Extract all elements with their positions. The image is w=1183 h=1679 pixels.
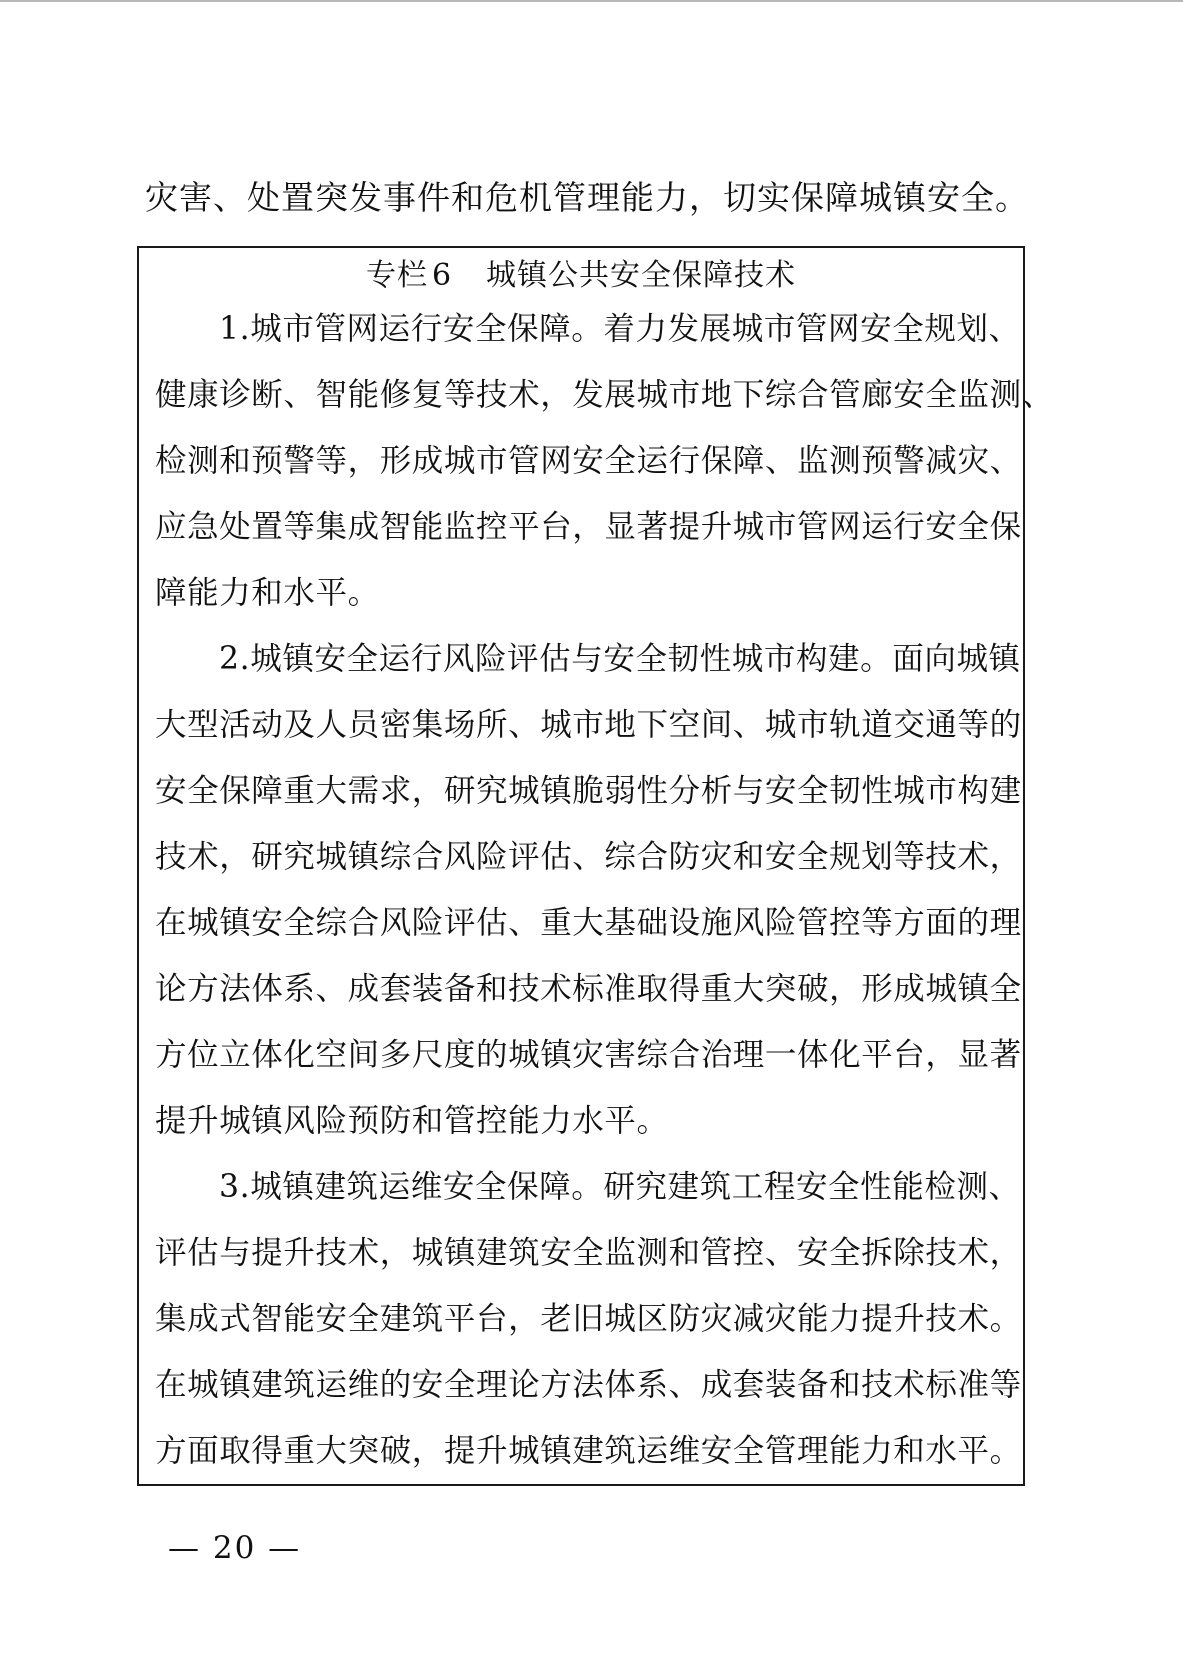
- paragraph-line: 3.城镇建筑运维安全保障。研究建筑工程安全性能检测、: [219, 1169, 1021, 1205]
- paragraph-line: 方位立体化空间多尺度的城镇灾害综合治理一体化平台，显著: [155, 1037, 1022, 1073]
- continuation-text: 灾害、处置突发事件和危机管理能力，切实保障城镇安全。: [145, 178, 1029, 217]
- box-paragraph-1: [155, 296, 1054, 626]
- paragraph-line: 大型活动及人员密集场所、城市地下空间、城市轨道交通等的: [155, 707, 1022, 743]
- paragraph-line: 评估与提升技术，城镇建筑安全监测和管控、安全拆除技术，: [155, 1235, 1022, 1271]
- paragraph-line: 技术，研究城镇综合风险评估、综合防灾和安全规划等技术，: [155, 839, 1022, 875]
- paragraph-line: 安全保障重大需求，研究城镇脆弱性分析与安全韧性城市构建: [155, 773, 1022, 809]
- paragraph-line: 提升城镇风险预防和管控能力水平。: [155, 1103, 669, 1139]
- page-top-edge: [0, 0, 1183, 2]
- box-paragraph-2: [155, 626, 1022, 1154]
- paragraph-line: 1.城市管网运行安全保障。着力发展城市管网安全规划、: [219, 311, 1021, 347]
- paragraph-line: 在城镇安全综合风险评估、重大基础设施风险管控等方面的理: [155, 905, 1022, 941]
- paragraph-line: 障能力和水平。: [155, 575, 380, 611]
- sidebar-box: [137, 246, 1054, 1486]
- box-title: [139, 256, 1023, 296]
- box-title-text: 城镇公共安全保障技术: [486, 258, 797, 293]
- paragraph-line: 论方法体系、成套装备和技术标准取得重大突破，形成城镇全: [155, 971, 1022, 1007]
- paragraph-line: 2.城镇安全运行风险评估与安全韧性城市构建。面向城镇: [219, 641, 1021, 677]
- paragraph-line: 方面取得重大突破，提升城镇建筑运维安全管理能力和水平。: [155, 1433, 1022, 1469]
- box-title-number: 6: [431, 258, 453, 293]
- paragraph-line: 健康诊断、智能修复等技术，发展城市地下综合管廊安全监测、: [155, 377, 1054, 413]
- paragraph-line: 检测和预警等，形成城市管网安全运行保障、监测预警减灾、: [155, 443, 1022, 479]
- paragraph-line: 集成式智能安全建筑平台，老旧城区防灾减灾能力提升技术。: [155, 1301, 1022, 1337]
- box-title-prefix: 专栏: [365, 258, 428, 293]
- paragraph-line: 应急处置等集成智能监控平台，显著提升城市管网运行安全保: [155, 509, 1022, 545]
- page-number: — 20 —: [168, 1530, 302, 1566]
- paragraph-line: 在城镇建筑运维的安全理论方法体系、成套装备和技术标准等: [155, 1367, 1022, 1403]
- box-paragraph-3: [155, 1154, 1022, 1484]
